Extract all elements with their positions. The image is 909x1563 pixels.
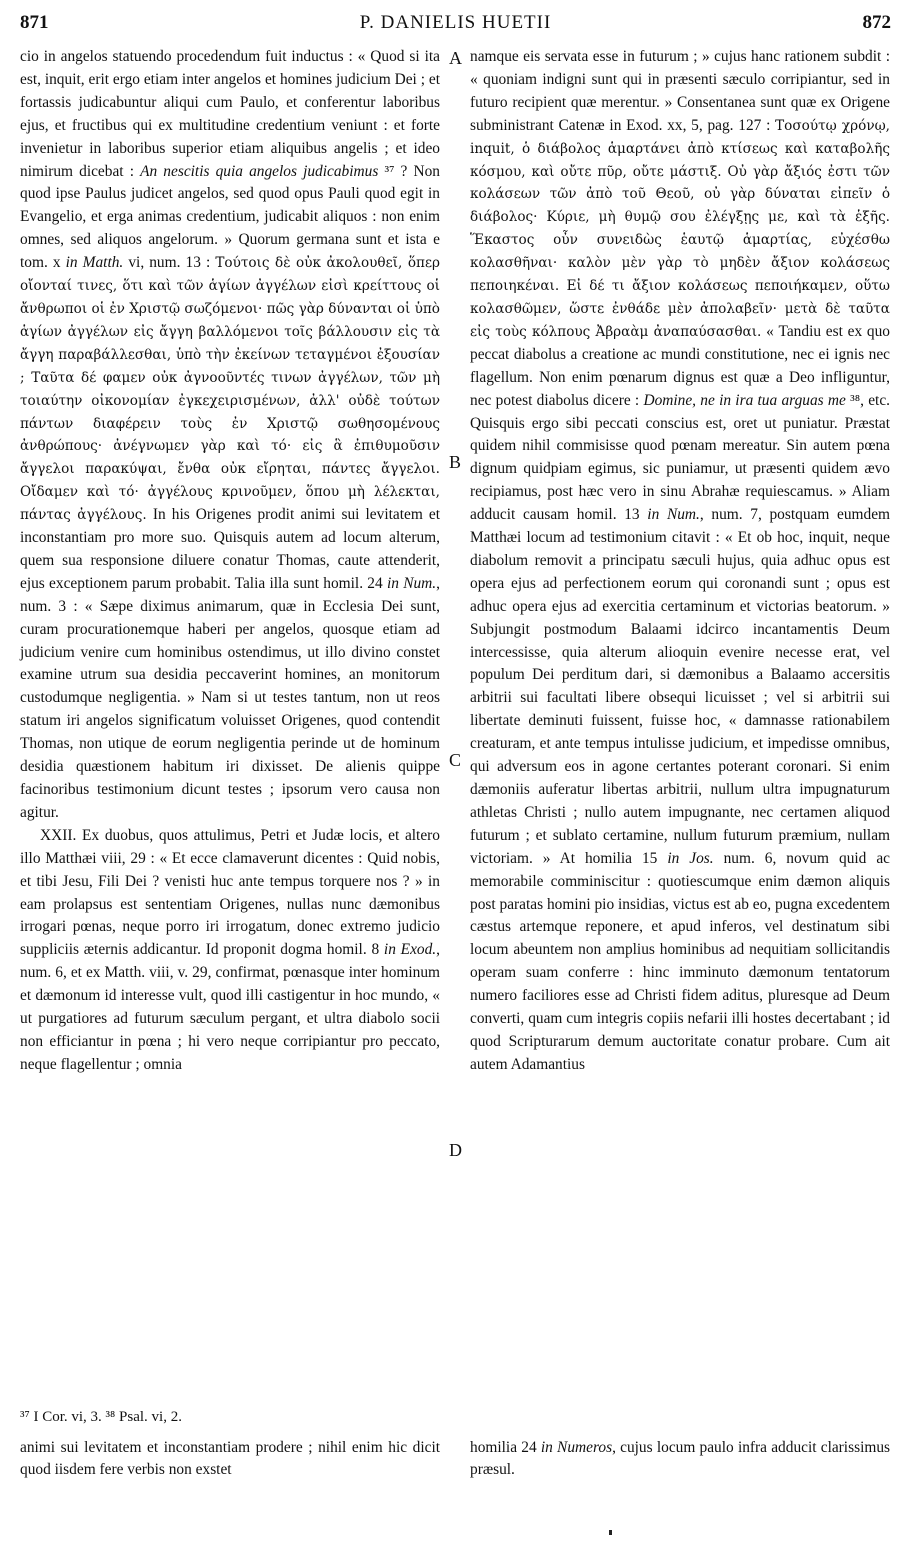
page-number-left: 871: [20, 12, 49, 33]
italic-citation: Domine, ne in ira tua arguas me: [643, 391, 846, 409]
left-column: [20, 46, 440, 1077]
footnotes: ³⁷ I Cor. vi, 3. ³⁸ Psal. vi, 2.: [20, 1409, 182, 1425]
footer-text-left: animi sui levitatem et inconstantiam prodere ; nihil enim hic dicit quod iisdem fere verbis non exstet: [20, 1439, 440, 1478]
text-run: In his Origenes prodit animi sui levitatem et inconstantiam pro more suo. Quisquis autem ad locum alterum, quem sua responsione diluere conatur Thomas, caute attenderit, ejus exceptionem parum probabit. Talia illa sunt homil. 24: [20, 506, 440, 592]
paragraph: [470, 46, 890, 1077]
footer-text-right: [470, 1437, 890, 1481]
text-run: , num. 7, postquam eumdem Matthæi locum ad testimonium citavit : « Et ob hoc, inquit, neque diabolum removit a principatu sæculi hujus, quia adhuc opus est opera ejus ad perfectionem eorum qui coronandi sunt ; opus est adhuc opera ejus ad exercitia certaminum et victorias beatorum. » Subjungit postmodum Balaami idcirco incantamentis Deum intercessisse, quia alterum alioquin evenire necesse erat, vel populum Dei perditum dari, si dæmonibus a Balaamo accersitis arbitrii sui facultati libere obsequi licuisset ; vel si arbitrii sui libertate deminuti fuissent, fuisse hoc, « damnasse rationabilem creaturam, et ante tempus intulisse judicium, et impedisse omnibus, qui adversum eos in agone certantes poterant coronari. Si enim dæmoniis auferatur libertas arbitrii, nullum ultra impugnaturum athletas Christi ; nullo autem impugnante, nec certamen aliquod futurum ; et sublato certamine, nullum futurum præmium, nullam victoriam. » At homilia 15: [470, 506, 891, 867]
paragraph: [20, 825, 440, 1077]
text-run: cio in angelos statuendo procedendum fuit inductus : « Quod si ita est, inquit, erit ergo etiam inter angelos et homines judicium Dei ; et fortassis judicabuntur aliqui cum Paulo, et conferentur laboribus ejus, et fructibus qui ex multitudine credentium veniunt : et forte invenietur in laboribus superior etiam aliquibus angelis ; et ideo nimirum dicebat :: [20, 48, 440, 180]
paragraph: [20, 46, 440, 825]
ink-mark: [609, 1530, 612, 1535]
right-column: [470, 46, 890, 1077]
italic-citation: in Jos.: [667, 849, 714, 867]
margin-letter-a: A: [449, 48, 462, 68]
text-run: , num. 3 : « Sæpe diximus animarum, quæ in Ecclesia Dei sunt, curam procurationemque haberi per angelos, quosque etiam ad judicium venire cum hominibus ostendimus, ut illo divino constet examine utrum sua desidia peccaverint homines, an monitorum custodumque negligentia. » Nam si ut testes tantum, non ut reos statum iri angelos significatum voluisset Origenes, quod contendit Thomas, non utique de eorum negligentia perinde ut de hominum desidia quæstionem habitum iri dixisset. De alienis quippe facinoribus testimonium dicunt testes ; ipsorum vero causa non agitur.: [20, 574, 440, 821]
margin-letter-b: B: [449, 452, 462, 472]
text-run: vi, num. 13 :: [123, 254, 216, 272]
text-run: , num. 6, et ex Matth. viii, v. 29, confirmat, pœnasque inter hominum et dæmonum id interesse vult, quod illi castigentur in hoc mundo, « ut purgatiores ad futurum sæculum pergant, et ultra diabolo socii non efficiantur in pœna ; hi vero neque corripiantur pro peccato, neque flagellentur ; omnia: [20, 941, 440, 1073]
italic-citation: in Num.: [386, 574, 437, 592]
margin-letter-d: D: [449, 1140, 462, 1160]
italic-citation: in Numeros: [540, 1439, 613, 1456]
italic-citation: in Num.: [647, 506, 700, 524]
italic-citation: in Matth.: [65, 254, 124, 272]
italic-citation: in Exod.: [383, 941, 437, 959]
running-title: P. DANIELIS HUETII: [359, 12, 552, 33]
page-number-right: 872: [862, 12, 891, 33]
margin-letter-c: C: [449, 750, 462, 770]
greek-quotation: Τοσούτῳ χρόνῳ, inquit, ὁ διάβολος ἁμαρτάνει ἀπὸ κτίσεως καὶ καταβολῆς κόσμου, καὶ οὔτε πῦρ, οὔτε μάστιξ. Οὐ γὰρ ἄξιός ἐστι τῶν κολάσεων τῶν ἀπὸ τοῦ Θεοῦ, οὐ γὰρ δύναται εἰπεῖν ὁ διάβολος· Κύριε, μὴ θυμῷ σου ἐλέγξῃς με, καὶ τὰ ἑξῆς. Ἕκαστος οὖν συνειδὼς ἑαυτῷ ἁμαρτίας, εὐχέσθω κολασθῆναι· καλὸν μὲν γὰρ τὸ μηδὲν ἄξιον κολάσεως πεποιηκέναι. Εἰ δέ τι ἄξιον κολάσεως πεποιήκαμεν, οὕτω κολασθῶμεν, ὥστε ἐνθάδε μὲν ἀπολαβεῖν· μετὰ δὲ ταῦτα εἰς τοὺς κόλπους Ἀβραὰμ ἀναπαύσασθαι.: [470, 117, 890, 340]
text-run: « Tandiu est ex quo peccat diabolus a creatione ac mundi constitutione, nec ei ignis nec flagellum. Non enim pœnarum dignus est quæ a Deo infliguntur, nec potest diabolus dicere :: [470, 322, 890, 409]
greek-quotation: Τούτοις δὲ οὐκ ἀκολουθεῖ, ὅπερ οἴονταί τινες, ὅτι καὶ τῶν ἁγίων ἀγγέλων εἰσὶ κρείττους οἱ ἄνθρωποι οἱ ἐν Χριστῷ σωζόμενοι· πῶς γὰρ δύνανται οἱ ὑπὸ ἁγίων ἀγγέλων εἰς ἄγγη βαλλόμενοι τοῖς βάλλουσιν εἰς τὰ ἄγγη παραβάλλεσθαι, ὑπὸ τὴν ἐκείνων τεταγμένοι ἐξουσίαν ; Ταῦτα δέ φαμεν οὐκ ἀγνοοῦντές τινων ἀγγέλων, τῶν μὴ τοιαύτην οἰκονομίαν ἐγκεχειρισμένων, ἀλλ' οὐδὲ τούτων πάντων διαφέρειν τοὺς ἐν Χριστῷ σωθησομένους ἀνθρώπους· ἀνέγνωμεν γὰρ καὶ τό· εἰς ἃ ἐπιθυμοῦσιν ἄγγελοι παρακύψαι, ἔνθα οὐκ εἴρηται, πάντες ἄγγελοι. Οἴδαμεν καὶ τό· ἀγγέλους κρινοῦμεν, ὅπου μὴ λέλεκται, πάντας ἀγγέλους.: [20, 255, 441, 524]
text-run: homilia 24: [470, 1439, 541, 1456]
text-run: , cujus locum paulo infra adducit clarissimus præsul.: [470, 1439, 890, 1478]
text-run: num. 6, novum quid ac memorabile comminiscitur : quotiescumque enim dæmon aliquis post paratas homini pio insidias, victus est ab eo, pugna excedentem cæstus artemque reponere, et apud inferos, vel destinatum sibi locum abeuntem non amplius hominibus ad nequitiam sollicitandis operam suam conferre : hinc imminuto dæmonum tentatorum numero faciliores esse ad Christi fidem aditus, pluresque ad Deum converti, quam cum integris copiis nefarii illi hostes decertabant ; id quod Scripturarum demum auctoritate conatur probare. Cum ait autem Adamantius: [470, 849, 890, 1073]
running-header: [20, 8, 891, 44]
text-run: XXII. Ex duobus, quos attulimus, Petri et Judæ locis, et altero illo Matthæi viii, 29 : « Et ecce clamaverunt dicentes : Quid nobis, et tibi Jesu, Fili Dei ? venisti huc ante tempus torquere nos ? » in eam prolapsus est sententiam Origenes, nullas nunc dæmonibus irrogari pœnas, neque porro iri irrogatum, donec extremo judicio suppliciis æternis addicantur. Id proponit dogma homil. 8: [20, 826, 440, 959]
text-run: ³⁸, etc. Quisquis ergo sibi peccati conscius est, oret ut puniatur. Præstat quidem nihil commisisse quod pœnam mereatur. Sin autem pœna dignum quidpiam egimus, sic puniamur, ut præsenti quidem ævo recipiamus, post hæc vero in sinu Abrahæ requiescamus. » Aliam adducit causam homil. 13: [470, 391, 890, 524]
text-run: namque eis servata esse in futurum ; » cujus hanc rationem subdit : « quoniam indigni sunt qui in præsenti sæculo corripiantur, sed in futuro recipient quæ merentur. » Consentanea sunt quæ ex Origene subministrant Catenæ in Exod. xx, 5, pag. 127 :: [470, 48, 890, 134]
italic-citation: An nescitis quia angelos judicabimus: [140, 162, 379, 180]
text-run: ³⁷ ? Non quod ipse Paulus judicet angelos, sed quod opus Pauli quod egit in Evangelio, et erga animas credentium, judicabit aliquos : non enim omnes, sed aliquos angelorum. » Quorum germana sunt et ista e tom. x: [20, 162, 441, 272]
